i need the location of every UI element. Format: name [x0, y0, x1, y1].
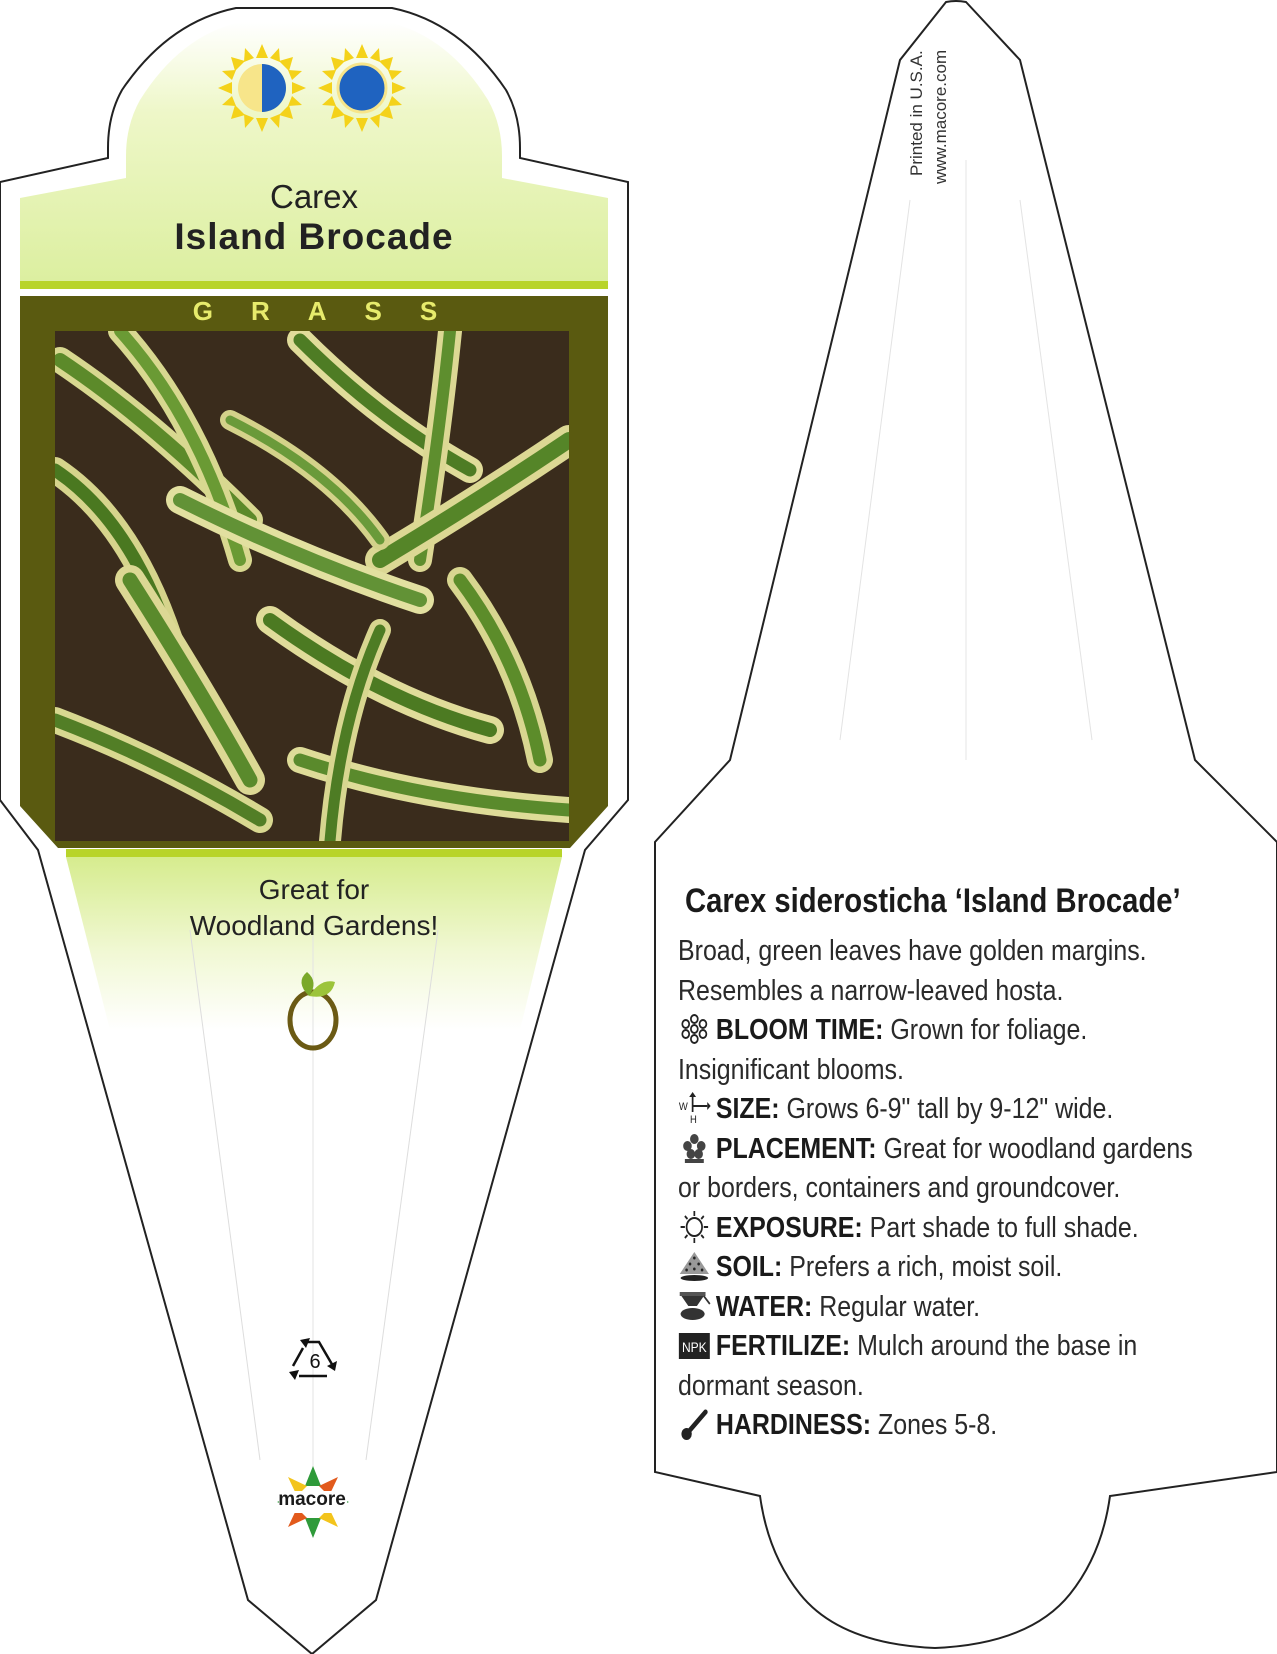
- detail-text: Part shade to full shade.: [869, 1211, 1139, 1244]
- recycle-number: 6: [309, 1351, 321, 1373]
- placement-icon: [678, 1132, 711, 1164]
- part-sun-icon: [218, 44, 306, 132]
- detail-water: [678, 1288, 1211, 1328]
- printed-in: [905, 50, 953, 220]
- size-h-letter: H: [690, 1114, 697, 1124]
- printed-line-1: Printed in U.S.A.: [907, 50, 926, 176]
- printed-line-2: www.macore.com: [931, 50, 950, 185]
- detail-text: Grown for foliage. Insignificant blooms.: [678, 1014, 1088, 1086]
- thermometer-icon: [678, 1408, 711, 1440]
- detail-text: Great for woodland gardens or borders, containers and groundcover.: [678, 1132, 1193, 1204]
- detail-label: WATER:: [715, 1290, 813, 1323]
- detail-text: Mulch around the base in dormant season.: [678, 1330, 1138, 1402]
- detail-size: [678, 1090, 1211, 1130]
- plant-category: GRASS: [192, 296, 476, 326]
- detail-label: BLOOM TIME:: [715, 1014, 884, 1046]
- detail-text: Prefers a rich, moist soil.: [789, 1251, 1063, 1283]
- tagline-line-1: Great for: [258, 874, 370, 905]
- detail-hardiness: [678, 1406, 1211, 1446]
- soil-icon: [678, 1250, 711, 1282]
- botanical-title: Carex siderosticha ‘Island Brocade’: [685, 882, 1181, 920]
- detail-label: SOIL:: [715, 1251, 783, 1283]
- sun-outline-icon: [678, 1211, 711, 1243]
- detail-label: PLACEMENT:: [715, 1132, 877, 1165]
- size-icon: [678, 1092, 711, 1124]
- detail-fertilize: [678, 1327, 1211, 1406]
- npk-icon: [678, 1329, 711, 1361]
- detail-label: SIZE:: [715, 1093, 780, 1125]
- detail-exposure: [678, 1209, 1211, 1249]
- description: Broad, green leaves have golden margins. Resembles a narrow-leaved hosta.: [678, 935, 1147, 1007]
- detail-text: Grows 6-9" tall by 9-12" wide.: [786, 1093, 1114, 1125]
- npk-label: NPK: [681, 1339, 707, 1356]
- detail-label: EXPOSURE:: [715, 1211, 863, 1244]
- plant-genus: Carex: [269, 178, 359, 215]
- detail-text: Regular water.: [819, 1290, 981, 1323]
- detail-soil: [678, 1248, 1211, 1288]
- detail-label: HARDINESS:: [715, 1409, 872, 1441]
- plant-cultivar: Island Brocade: [174, 216, 454, 257]
- watering-can-icon: [678, 1290, 711, 1322]
- detail-placement: [678, 1130, 1211, 1209]
- size-w-letter: W: [678, 1101, 688, 1114]
- logo-text: macore: [278, 1489, 346, 1510]
- detail-text: Zones 5-8.: [877, 1409, 998, 1441]
- shade-icon: [318, 44, 406, 132]
- flower-icon: [678, 1013, 711, 1045]
- care-details: [678, 932, 1211, 1446]
- detail-bloom-time: [678, 1011, 1211, 1090]
- detail-label: FERTILIZE:: [715, 1330, 851, 1362]
- tagline-line-2: Woodland Gardens!: [189, 910, 439, 941]
- front-tagline: [0, 872, 628, 944]
- plant-photo: [55, 331, 569, 841]
